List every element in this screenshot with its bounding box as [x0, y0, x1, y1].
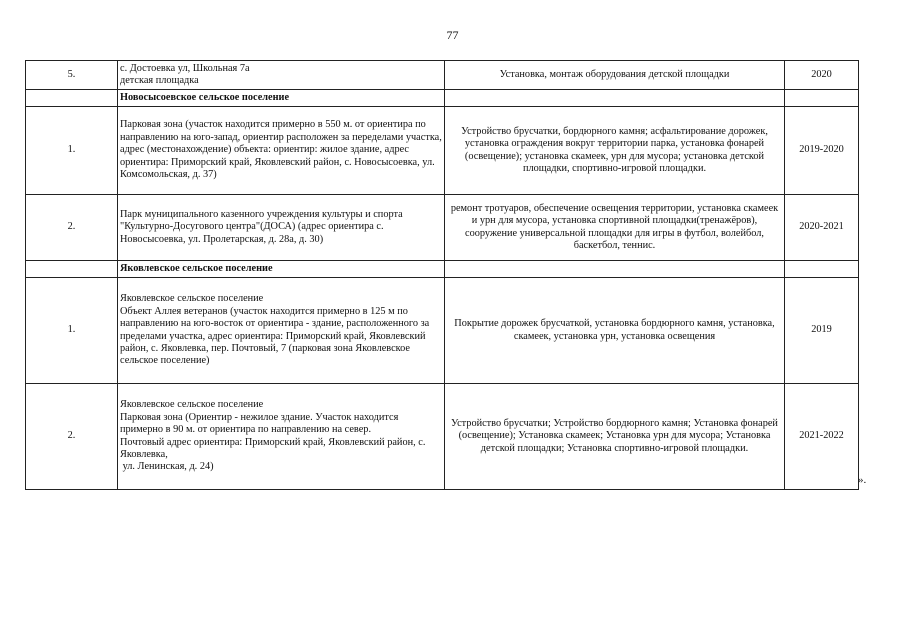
implementation-year: 2020-2021 — [785, 195, 859, 261]
improvement-table — [25, 60, 859, 490]
implementation-year: 2021-2022 — [785, 384, 859, 490]
closing-quote-mark: ». — [858, 474, 867, 486]
works-description: Устройство брусчатки, бордюрного камня; асфальтирование дорожек, установка ограждения вокруг территории парка, установка фонарей (освещение); установка скамеек, урн для мусора; установка детской площадки, спортивно-игровой площадки. — [445, 107, 785, 195]
row-number: 1. — [26, 278, 118, 384]
row-number: 2. — [26, 195, 118, 261]
implementation-year: 2020 — [785, 61, 859, 90]
table-row — [26, 61, 859, 90]
object-description: Парк муниципального казенного учреждения культуры и спорта "Культурно-Досугового центра"(ДОСА) (адрес ориентира с. Новосысоевка, ул. Пролетарская, д. 28а, д. 30) — [118, 195, 445, 261]
section-title: Новосысоевское сельское поселение — [118, 90, 445, 107]
implementation-year: 2019 — [785, 278, 859, 384]
page-number: 77 — [446, 28, 459, 42]
row-number: 1. — [26, 107, 118, 195]
works-description: ремонт тротуаров, обеспечение освещения территории, установка скамеек и урн для мусора, установка спортивной площадки(тренажёров), сооружение универсальной площадки для игры в футбол, волейбол, баскетбол, теннис. — [445, 195, 785, 261]
row-number: 2. — [26, 384, 118, 490]
table-row — [26, 278, 859, 384]
works-description: Установка, монтаж оборудования детской площадки — [445, 61, 785, 90]
table-row — [26, 384, 859, 490]
object-description: Парковая зона (участок находится примерно в 550 м. от ориентира по направлению на юго-запад, ориентир расположен за переделами участка, адрес (местонахождение) объекта: ориентир: жилое здание, адрес ориентира: Приморский край, Яковлевский район, с. Новосысоевка, ул. Комсомольская, д. 37) — [118, 107, 445, 195]
section-row — [26, 90, 859, 107]
object-description: с. Достоевка ул, Школьная 7а детская площадка — [118, 61, 445, 90]
works-description: Устройство брусчатки; Устройство бордюрного камня; Установка фонарей (освещение); Установка скамеек; Установка урн для мусора; Установка детской площадки; Установка спортивно-игровой площадки. — [445, 384, 785, 490]
section-row — [26, 261, 859, 278]
works-description: Покрытие дорожек брусчаткой, установка бордюрного камня, установка, скамеек, установка урн, установка освещения — [445, 278, 785, 384]
section-title: Яковлевское сельское поселение — [118, 261, 445, 278]
table-row — [26, 107, 859, 195]
implementation-year: 2019-2020 — [785, 107, 859, 195]
row-number: 5. — [26, 61, 118, 90]
object-description: Яковлевское сельское поселение Объект Аллея ветеранов (участок находится примерно в 125 м по направлению на юго-восток от ориентира - здание, расположенного за пределами участка, адрес ориентира: Приморский край, Яковлевский район, с. Яковлевка, пер. Почтовый, 7 (парковая зона Яковлевское сельское поселение) — [118, 278, 445, 384]
table-row — [26, 195, 859, 261]
object-description: Яковлевское сельское поселение Парковая зона (Ориентир - нежилое здание. Участок находится примерно в 90 м. от ориентира по направлению на север. Почтовый адрес ориентира: Приморский край, Яковлевский район, с. Яковлевка, ул. Ленинская, д. 24) — [118, 384, 445, 490]
